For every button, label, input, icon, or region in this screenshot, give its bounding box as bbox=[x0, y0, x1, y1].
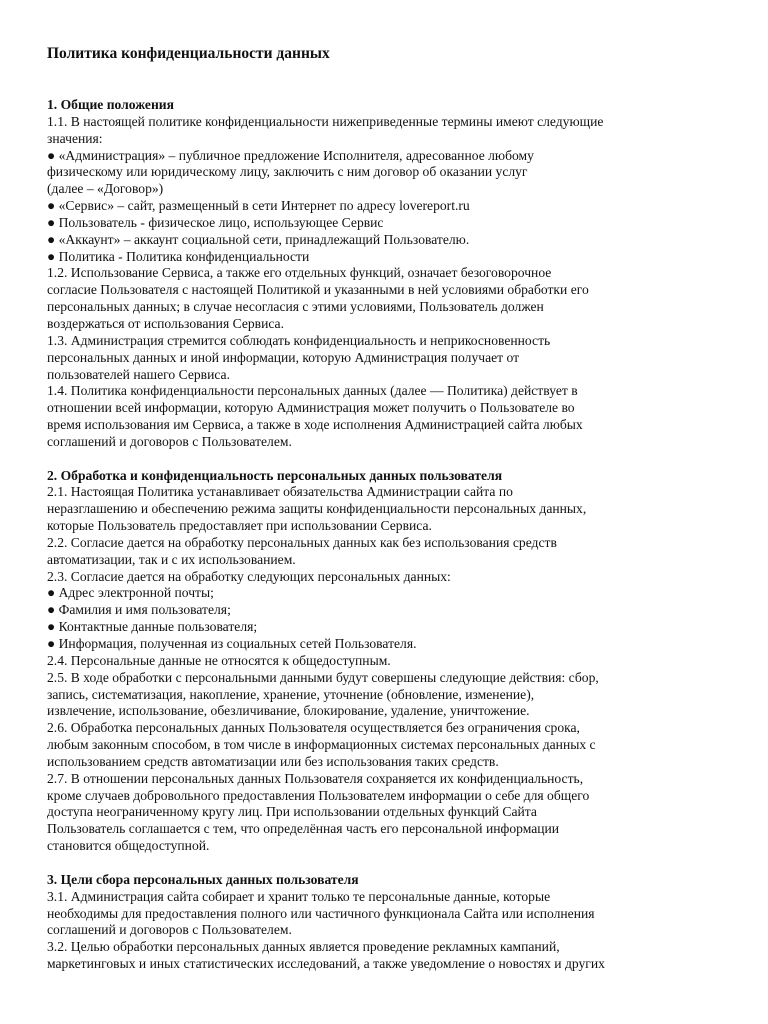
paragraph-line: персональных данных; в случае несогласия с этими условиями, Пользователь должен bbox=[47, 299, 544, 315]
section-heading: 3. Цели сбора персональных данных пользователя bbox=[47, 871, 359, 887]
paragraph-line: становится общедоступной. bbox=[47, 838, 210, 854]
paragraph-line: любым законным способом, в том числе в информационных системах персональных данных с bbox=[47, 737, 596, 753]
paragraph-line: неразглашению и обеспечению режима защиты конфиденциальности персональных данных, bbox=[47, 501, 587, 517]
paragraph-line: 1.2. Использование Сервиса, а также его отдельных функций, означает безоговорочное bbox=[47, 265, 552, 281]
section-heading: 1. Общие положения bbox=[47, 97, 174, 112]
section-heading: 2. Обработка и конфиденциальность персональных данных пользователя bbox=[47, 467, 503, 483]
paragraph-line: ● Политика - Политика конфиденциальности bbox=[47, 248, 310, 264]
section-2 bbox=[47, 468, 707, 855]
paragraph-line: 1.1. В настоящей политике конфиденциальности нижеприведенные термины имеют следующие bbox=[47, 113, 604, 129]
paragraph-line: воздержаться от использования Сервиса. bbox=[47, 315, 284, 331]
paragraph-line: 2.6. Обработка персональных данных Пользователя осуществляется без ограничения срока, bbox=[47, 720, 580, 736]
paragraph-line: ● Адрес электронной почты; bbox=[47, 585, 214, 601]
paragraph-line: соглашений и договоров с Пользователем. bbox=[47, 433, 292, 449]
paragraph-line: ● Фамилия и имя пользователя; bbox=[47, 602, 231, 618]
paragraph-line: пользователей нашего Сервиса. bbox=[47, 366, 230, 382]
section-1 bbox=[47, 97, 707, 451]
paragraph-line: ● «Сервис» – сайт, размещенный в сети Интернет по адресу lovereport.ru bbox=[47, 198, 470, 214]
paragraph-line: извлечение, использование, обезличивание, блокирование, удаление, уничтожение. bbox=[47, 703, 530, 719]
paragraph-line: ● Информация, полученная из социальных сетей Пользователя. bbox=[47, 636, 417, 651]
paragraph-line: 2.5. В ходе обработки с персональными данными будут совершены следующие действия: сбор, bbox=[47, 669, 599, 685]
paragraph-line: согласие Пользователя с настоящей Политикой и указанными в ней условиями обработки его bbox=[47, 282, 589, 298]
paragraph-line: отношении всей информации, которую Администрация может получить о Пользователе во bbox=[47, 400, 575, 416]
paragraph-line: которые Пользователь предоставляет при использовании Сервиса. bbox=[47, 518, 432, 534]
paragraph-line: 1.3. Администрация стремится соблюдать конфиденциальность и неприкосновенность bbox=[47, 332, 551, 348]
paragraph-line: доступа неограниченному кругу лиц. При использовании отдельных функций Сайта bbox=[47, 804, 537, 820]
section-spacer bbox=[47, 451, 707, 468]
paragraph-line: 1.4. Политика конфиденциальности персональных данных (далее — Политика) действует в bbox=[47, 383, 578, 399]
paragraph-line: автоматизации, так и с их использованием. bbox=[47, 551, 296, 567]
paragraph-line: персональных данных и иной информации, которую Администрация получает от bbox=[47, 349, 520, 365]
paragraph-line: Пользователь соглашается с тем, что определённая часть его персональной информации bbox=[47, 821, 560, 837]
paragraph-line: 2.2. Согласие дается на обработку персональных данных как без использования средств bbox=[47, 534, 557, 550]
paragraph-line: ● Пользователь - физическое лицо, использующее Сервис bbox=[47, 214, 384, 230]
paragraph-line: необходимы для предоставления полного или частичного функционала Сайта или исполнения bbox=[47, 905, 595, 921]
paragraph-line: 2.1. Настоящая Политика устанавливает обязательства Администрации сайта по bbox=[47, 484, 513, 500]
paragraph-line: использованием средств автоматизации или без использования таких средств. bbox=[47, 753, 499, 769]
paragraph-line: значения: bbox=[47, 130, 103, 146]
paragraph-line: 2.3. Согласие дается на обработку следующих персональных данных: bbox=[47, 568, 451, 584]
paragraph-line: время использования им Сервиса, а также в ходе исполнения Администрацией сайта любых bbox=[47, 417, 583, 433]
paragraph-line: запись, систематизация, накопление, хранение, уточнение (обновление, изменение), bbox=[47, 686, 535, 702]
paragraph-line: 2.4. Персональные данные не относятся к общедоступным. bbox=[47, 652, 391, 668]
paragraph-line: (далее – «Договор») bbox=[47, 181, 164, 197]
section-spacer bbox=[47, 855, 707, 872]
paragraph-line: 3.2. Целью обработки персональных данных является проведение рекламных кампаний, bbox=[47, 939, 560, 955]
paragraph-line: ● «Администрация» – публичное предложение Исполнителя, адресованное любому bbox=[47, 147, 534, 163]
page-title: Политика конфиденциальности данных bbox=[47, 45, 330, 62]
section-3 bbox=[47, 872, 707, 973]
paragraph-line: физическому или юридическому лицу, заключить с ним договор об оказании услуг bbox=[47, 164, 528, 180]
paragraph-line: 2.7. В отношении персональных данных Пользователя сохраняется их конфиденциальность, bbox=[47, 770, 584, 786]
paragraph-line: 3.1. Администрация сайта собирает и хранит только те персональные данные, которые bbox=[47, 888, 551, 904]
paragraph-line: кроме случаев добровольного предоставления Пользователем информации о себе для общего bbox=[47, 787, 590, 803]
paragraph-line: ● Контактные данные пользователя; bbox=[47, 619, 258, 635]
document-body bbox=[47, 97, 707, 973]
paragraph-line: маркетинговых и иных статистических исследований, а также уведомление о новостях и других bbox=[47, 956, 605, 972]
paragraph-line: соглашений и договоров с Пользователем. bbox=[47, 922, 292, 938]
paragraph-line: ● «Аккаунт» – аккаунт социальной сети, принадлежащий Пользователю. bbox=[47, 231, 470, 247]
